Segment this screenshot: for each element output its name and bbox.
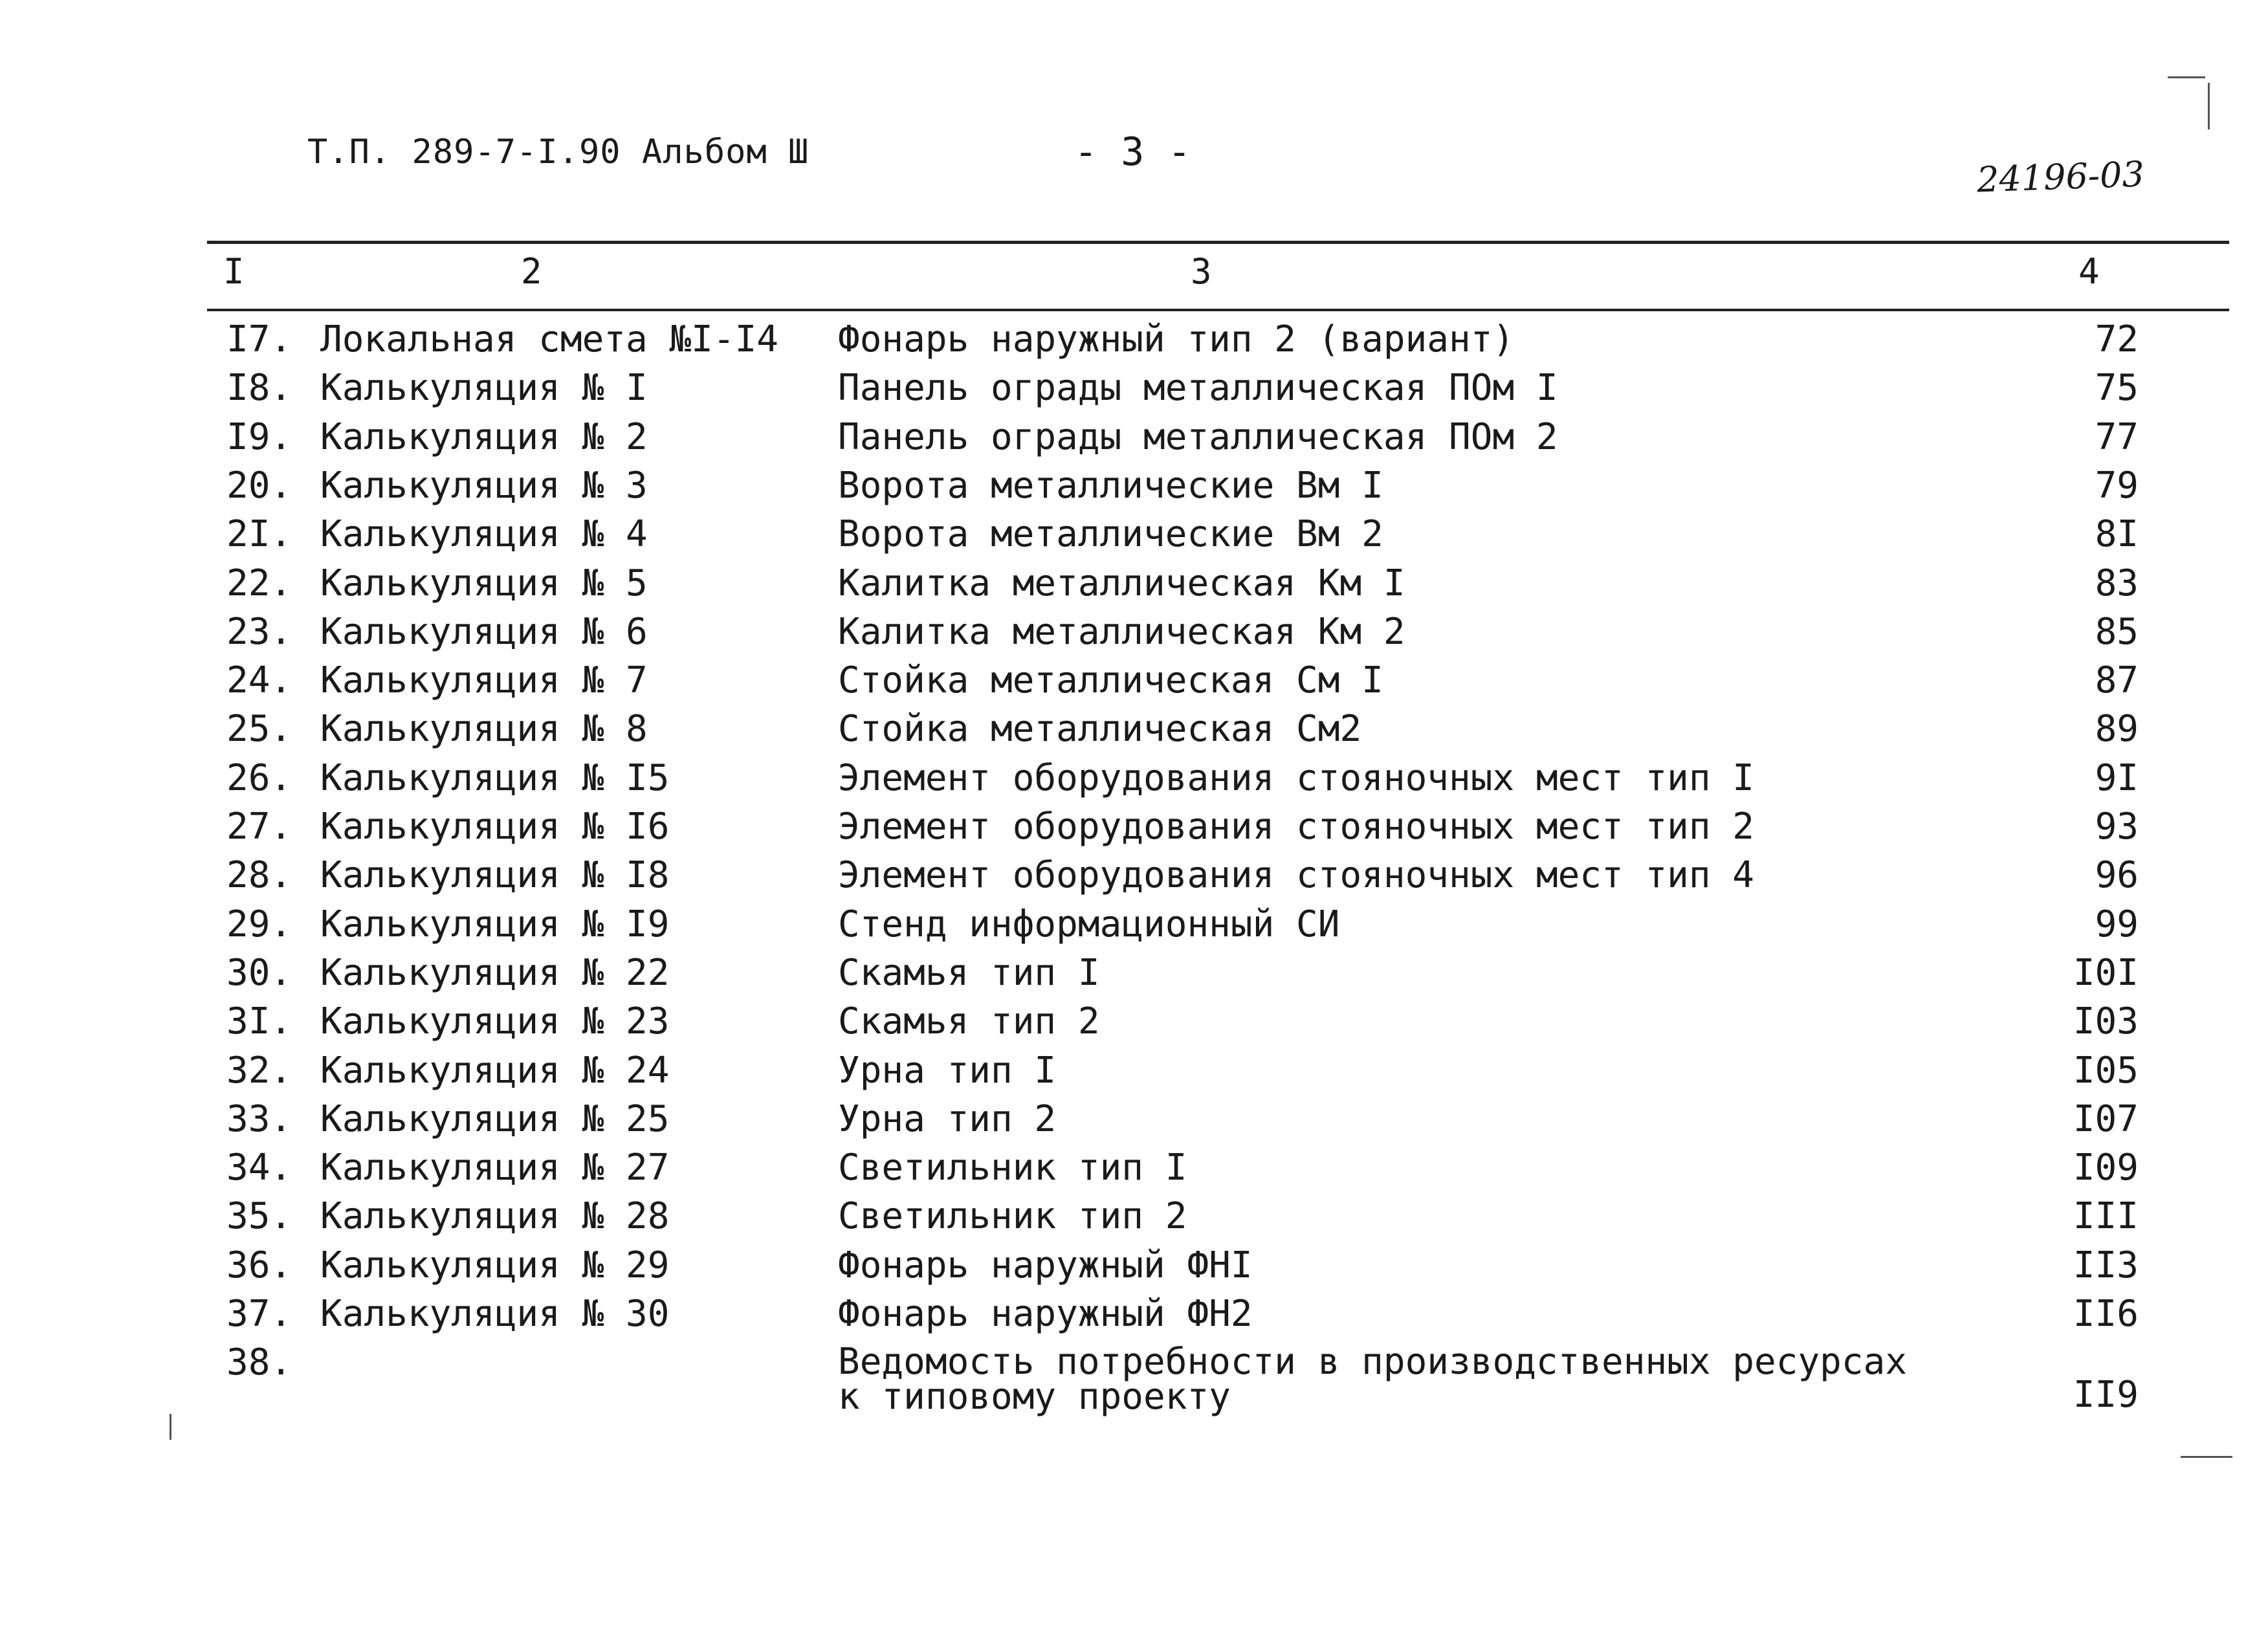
row-number: 23. xyxy=(226,610,292,653)
row-document: Калькуляция № 30 xyxy=(320,1293,670,1335)
row-page: III xyxy=(2073,1195,2139,1238)
row-title xyxy=(838,756,1755,799)
row-title xyxy=(838,1195,1187,1238)
row-title-line: Фонарь наружный ФН2 xyxy=(838,1293,1253,1335)
row-document: Калькуляция № I6 xyxy=(320,806,670,848)
row-document: Калькуляция № 6 xyxy=(320,610,648,653)
row-title-line: Ворота металлические Вм 2 xyxy=(838,513,1383,556)
row-page: 99 xyxy=(2095,903,2139,945)
table-top-rule xyxy=(207,241,2229,244)
row-title xyxy=(838,1000,1100,1043)
row-document: Калькуляция № 25 xyxy=(320,1097,670,1140)
row-title-line: Стенд информационный СИ xyxy=(838,903,1340,945)
row-page: I09 xyxy=(2073,1147,2139,1189)
row-title xyxy=(838,415,1558,458)
row-title-line: Скамья тип I xyxy=(838,951,1100,994)
row-title xyxy=(838,1341,1908,1418)
row-number: 27. xyxy=(226,806,292,848)
row-page: 83 xyxy=(2095,562,2139,604)
row-title xyxy=(838,708,1362,751)
row-document: Локальная смета №I-I4 xyxy=(320,318,779,360)
row-number: 25. xyxy=(226,708,292,751)
row-page: 8I xyxy=(2095,513,2139,556)
row-number: 30. xyxy=(226,951,292,994)
row-number: 24. xyxy=(226,659,292,702)
row-page: I05 xyxy=(2073,1049,2139,1092)
row-number: I8. xyxy=(226,367,292,410)
row-page: I03 xyxy=(2073,1000,2139,1043)
row-title xyxy=(838,854,1755,897)
table-header-rule xyxy=(207,309,2229,311)
row-document: Калькуляция № I9 xyxy=(320,903,670,945)
row-document: Калькуляция № 22 xyxy=(320,951,670,994)
column-header-1: I xyxy=(223,251,245,292)
row-title xyxy=(838,464,1383,507)
row-number: 20. xyxy=(226,464,292,507)
row-document: Калькуляция № 5 xyxy=(320,562,648,604)
row-title xyxy=(838,1147,1187,1189)
row-document: Калькуляция № 8 xyxy=(320,708,648,751)
row-number: 26. xyxy=(226,756,292,799)
row-page: II9 xyxy=(2073,1374,2139,1416)
edge-mark xyxy=(2181,1456,2232,1458)
row-page: 87 xyxy=(2095,659,2139,702)
row-page: 89 xyxy=(2095,708,2139,751)
row-number: 2I. xyxy=(226,513,292,556)
row-title xyxy=(838,1244,1253,1286)
row-page: I0I xyxy=(2073,951,2139,994)
row-document: Калькуляция № 2 xyxy=(320,415,648,458)
row-title-line: Калитка металлическая Км 2 xyxy=(838,610,1405,653)
row-document: Калькуляция № 28 xyxy=(320,1195,670,1238)
edge-mark xyxy=(170,1414,171,1440)
row-number: I9. xyxy=(226,415,292,458)
row-number: 32. xyxy=(226,1049,292,1092)
row-page: 75 xyxy=(2095,367,2139,410)
row-title-line: Ведомость потребности в производственных ресурсах xyxy=(838,1341,1908,1383)
row-title xyxy=(838,1293,1253,1335)
row-title-line: Фонарь наружный ФНI xyxy=(838,1244,1253,1286)
row-page: II3 xyxy=(2073,1244,2139,1286)
row-title-line: Стойка металлическая См2 xyxy=(838,708,1362,751)
edge-mark xyxy=(2168,76,2205,78)
row-title xyxy=(838,610,1405,653)
row-document: Калькуляция № 4 xyxy=(320,513,648,556)
row-title xyxy=(838,659,1383,702)
row-title-line: к типовому проекту xyxy=(838,1376,1231,1418)
row-number: 29. xyxy=(226,903,292,945)
row-document: Калькуляция № 29 xyxy=(320,1244,670,1286)
edge-mark xyxy=(2208,83,2210,129)
row-document: Калькуляция № I5 xyxy=(320,756,670,799)
row-title xyxy=(838,1049,1057,1092)
row-document: Калькуляция № 23 xyxy=(320,1000,670,1043)
row-title-line: Калитка металлическая Км I xyxy=(838,562,1405,604)
document-reference: Т.П. 289-7-I.90 Альбом Ш xyxy=(307,133,809,171)
row-page: 96 xyxy=(2095,854,2139,897)
row-page: 85 xyxy=(2095,610,2139,653)
row-number: I7. xyxy=(226,318,292,360)
row-document: Калькуляция № I8 xyxy=(320,854,670,897)
row-document: Калькуляция № 24 xyxy=(320,1049,670,1092)
column-header-2: 2 xyxy=(521,251,542,292)
row-number: 3I. xyxy=(226,1000,292,1043)
row-title xyxy=(838,951,1100,994)
handwritten-code: 24196-03 xyxy=(1976,153,2145,201)
row-page: 77 xyxy=(2095,415,2139,458)
row-number: 22. xyxy=(226,562,292,604)
row-page: I07 xyxy=(2073,1097,2139,1140)
row-document: Калькуляция № I xyxy=(320,367,648,410)
row-page: 9I xyxy=(2095,756,2139,799)
row-document: Калькуляция № 3 xyxy=(320,464,648,507)
row-title-line: Скамья тип 2 xyxy=(838,1000,1100,1043)
row-page: II6 xyxy=(2073,1293,2139,1335)
row-number: 34. xyxy=(226,1147,292,1189)
row-title xyxy=(838,513,1383,556)
row-title-line: Урна тип 2 xyxy=(838,1097,1057,1140)
row-document: Калькуляция № 27 xyxy=(320,1147,670,1189)
row-title xyxy=(838,562,1405,604)
row-title-line: Светильник тип 2 xyxy=(838,1195,1187,1238)
row-number: 28. xyxy=(226,854,292,897)
page-number: - 3 - xyxy=(1074,129,1191,175)
row-title xyxy=(838,903,1340,945)
column-header-3: 3 xyxy=(1191,251,1212,292)
row-number: 36. xyxy=(226,1244,292,1286)
row-document: Калькуляция № 7 xyxy=(320,659,648,702)
row-title xyxy=(838,806,1755,848)
row-title-line: Элемент оборудования стояночных мест тип I xyxy=(838,756,1755,799)
row-number: 37. xyxy=(226,1293,292,1335)
row-number: 33. xyxy=(226,1097,292,1140)
row-title-line: Панель ограды металлическая ПОм I xyxy=(838,367,1558,410)
row-title-line: Урна тип I xyxy=(838,1049,1057,1092)
row-title xyxy=(838,367,1558,410)
row-number: 35. xyxy=(226,1195,292,1238)
row-title-line: Фонарь наружный тип 2 (вариант) xyxy=(838,318,1515,360)
row-page: 93 xyxy=(2095,806,2139,848)
row-number: 38. xyxy=(226,1341,292,1384)
row-title-line: Элемент оборудования стояночных мест тип 2 xyxy=(838,806,1755,848)
row-title-line: Панель ограды металлическая ПОм 2 xyxy=(838,415,1558,458)
row-page: 79 xyxy=(2095,464,2139,507)
row-title-line: Элемент оборудования стояночных мест тип 4 xyxy=(838,854,1755,897)
row-title xyxy=(838,1097,1057,1140)
column-header-4: 4 xyxy=(2078,251,2100,292)
row-title-line: Светильник тип I xyxy=(838,1147,1187,1189)
row-page: 72 xyxy=(2095,318,2139,360)
row-title-line: Ворота металлические Вм I xyxy=(838,464,1383,507)
row-title-line: Стойка металлическая См I xyxy=(838,659,1383,702)
row-title xyxy=(838,318,1515,360)
